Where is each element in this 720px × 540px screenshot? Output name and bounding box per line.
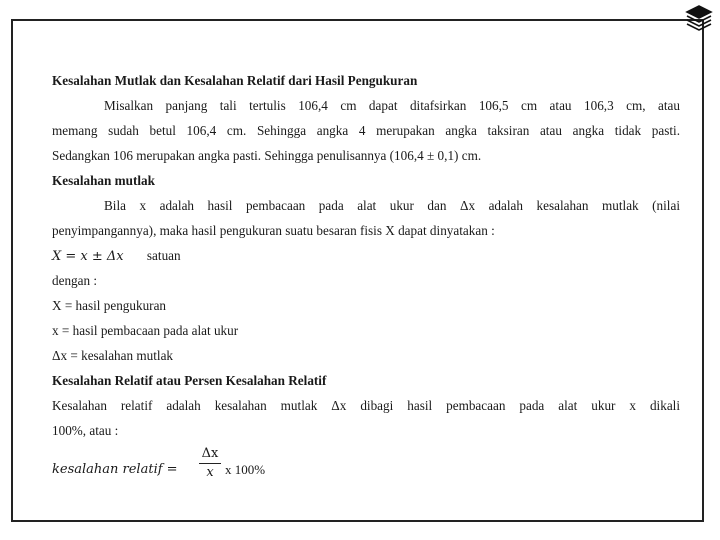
equation-row bbox=[52, 243, 680, 268]
equation-unit: satuan bbox=[146, 248, 181, 263]
section-heading-relatif: Kesalahan Relatif atau Persen Kesalahan Relatif bbox=[52, 373, 327, 388]
paragraph-2-line-1: Bila x adalah hasil pembacaan pada alat ukur dan Δx adalah kesalahan mutlak (nilai bbox=[104, 198, 680, 213]
formula-fraction bbox=[199, 445, 221, 482]
document-body bbox=[52, 68, 680, 489]
equation-expression: X = x ± Δx bbox=[52, 249, 124, 264]
formula-lhs: kesalahan relatif = bbox=[52, 462, 178, 477]
dengan-label: dengan : bbox=[52, 273, 98, 288]
paragraph-2-line-2: penyimpangannya), maka hasil pengukuran suatu besaran fisis X dapat dinyatakan : bbox=[52, 223, 495, 238]
paragraph-1-line-3: Sedangkan 106 merupakan angka pasti. Sehingga penulisannya (106,4 ± 0,1) cm. bbox=[52, 148, 482, 163]
stacked-books-icon bbox=[684, 2, 714, 32]
relative-error-formula bbox=[52, 445, 680, 489]
formula-rhs: x 100% bbox=[225, 462, 266, 477]
definition-item: X = hasil pengukuran bbox=[52, 298, 167, 313]
paragraph-3-line-2: 100%, atau : bbox=[52, 423, 119, 438]
paragraph-1-line-1: Misalkan panjang tali tertulis 106,4 cm dapat ditafsirkan 106,5 cm atau 106,3 cm, atau bbox=[104, 98, 680, 113]
paragraph-3-line-1: Kesalahan relatif adalah kesalahan mutlak Δx dibagi hasil pembacaan pada alat ukur x dikali bbox=[52, 398, 680, 413]
definition-item: Δx = kesalahan mutlak bbox=[52, 348, 174, 363]
formula-numerator: Δx bbox=[199, 445, 221, 464]
main-heading: Kesalahan Mutlak dan Kesalahan Relatif dari Hasil Pengukuran bbox=[52, 73, 418, 88]
paragraph-1-line-2: memang sudah betul 106,4 cm. Sehingga angka 4 merupakan angka taksiran atau angka tidak pasti. bbox=[52, 123, 680, 138]
definition-item: x = hasil pembacaan pada alat ukur bbox=[52, 323, 239, 338]
section-heading-mutlak: Kesalahan mutlak bbox=[52, 173, 155, 188]
formula-denominator: x bbox=[206, 465, 214, 480]
